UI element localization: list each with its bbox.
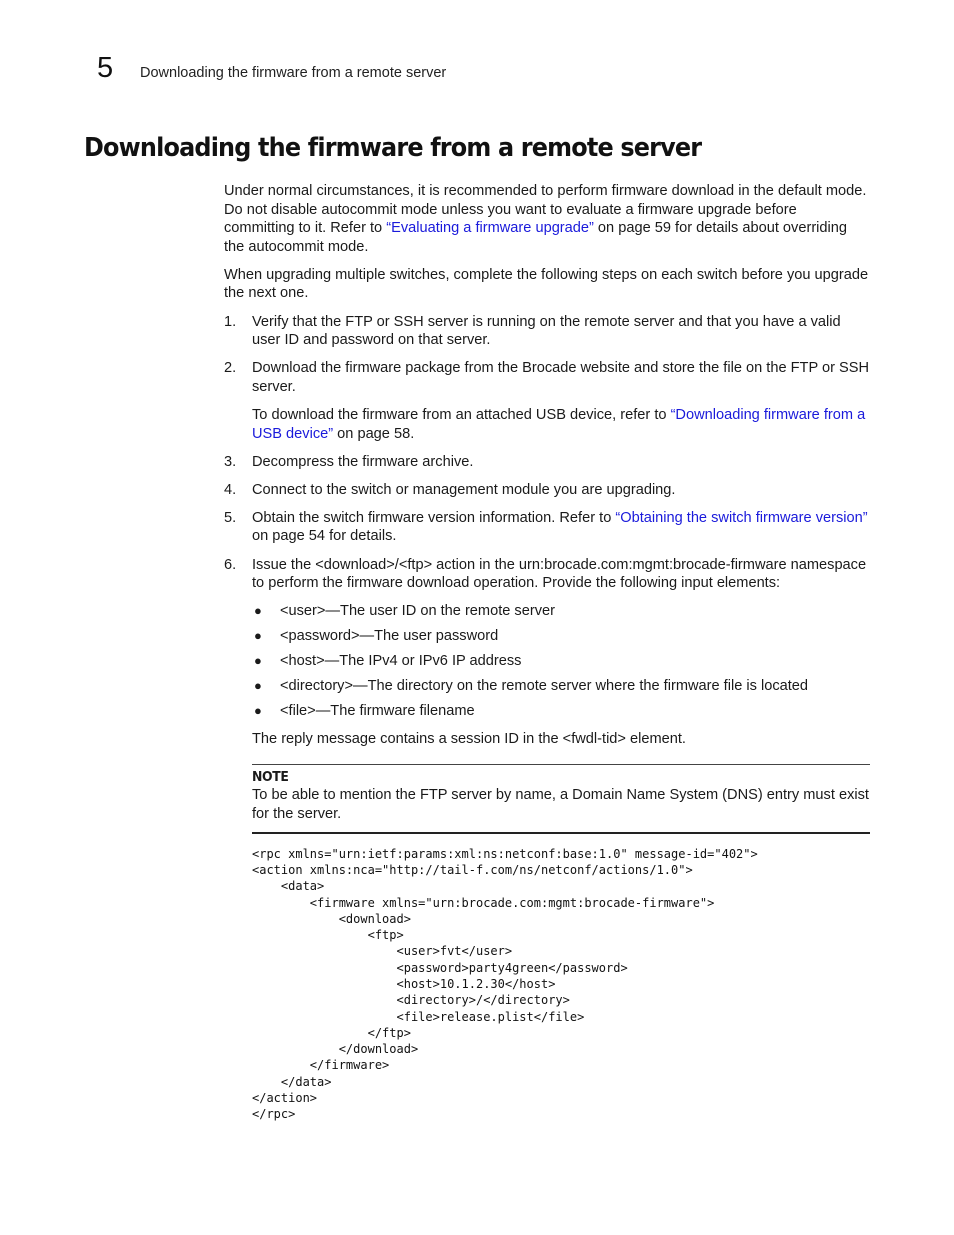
step-number: 5.: [224, 509, 237, 526]
bullet-icon: ●: [254, 628, 262, 644]
step-text: Connect to the switch or management module you are upgrading.: [252, 481, 676, 498]
intro-paragraph-2: When upgrading multiple switches, complete the following steps on each switch before you upgrade the next one.: [224, 266, 869, 302]
link-evaluating-firmware-upgrade[interactable]: “Evaluating a firmware upgrade”: [386, 220, 594, 237]
step-text: Decompress the firmware archive.: [252, 453, 474, 470]
note-text: To be able to mention the FTP server by name, a Domain Name System (DNS) entry must exist for the server.: [252, 787, 869, 823]
bullet-icon: ●: [254, 603, 262, 619]
bullet-icon: ●: [254, 677, 262, 693]
code-example: <rpc xmlns="urn:ietf:params:xml:ns:netconf:base:1.0" message-id="402"> <action xmlns:nca="http://tail-f.com/ns/netconf/actions/1.0"> <data> <firmware xmlns="urn:brocade.com:mgmt:brocade-firmware"> <download> <ftp> <user>fvt</user> <password>party4green</password> <host>10.1.2.30</host> <directory>/</directory> <file>release.plist</file> </ftp> </download> </firmware> </data> </action> </rpc>: [252, 846, 758, 1122]
input-elements-list: [252, 602, 870, 720]
list-item: ● <file>—The firmware filename: [254, 702, 475, 719]
intro-paragraph-1: Under normal circumstances, it is recommended to perform firmware download in the default mode. Do not disable autocommit mode unless you want to evaluate a firmware upgrade before committing to it. Refer to “Evaluating a firmware upgrade” on page 59 for details about overriding the autocommit mode.: [224, 183, 867, 255]
note-label: NOTE: [252, 769, 289, 786]
step-2: [224, 359, 870, 396]
section-title: Downloading the firmware from a remote server: [84, 133, 702, 163]
step-1: [224, 313, 870, 350]
section-body: [224, 182, 870, 1123]
step-number: 1.: [224, 313, 237, 330]
bullet-icon: ●: [254, 702, 262, 718]
running-header: Downloading the firmware from a remote server: [140, 65, 447, 81]
reply-message-paragraph: The reply message contains a session ID in the <fwdl-tid> element.: [252, 730, 686, 747]
list-item: ● <user>—The user ID on the remote server: [254, 603, 555, 620]
list-item: ● <host>—The IPv4 or IPv6 IP address: [254, 652, 522, 669]
note-box: [252, 764, 870, 833]
bullet-icon: ●: [254, 652, 262, 668]
step-text: Verify that the FTP or SSH server is running on the remote server and that you have a valid user ID and password on that server.: [252, 313, 841, 349]
list-item: ● <directory>—The directory on the remote server where the firmware file is located: [254, 677, 809, 694]
chapter-number: 5: [97, 52, 114, 84]
step-text: Issue the <download>/<ftp> action in the urn:brocade.com:mgmt:brocade-firmware namespace to perform the firmware download operation. Provide the following input elements:: [252, 556, 867, 592]
list-item: ● <password>—The user password: [254, 628, 499, 645]
step-text: Download the firmware package from the Brocade website and store the file on the FTP or SSH server.: [252, 360, 870, 395]
step-number: 2.: [224, 360, 237, 377]
link-downloading-firmware-usb[interactable]: “Downloading firmware from a USB device”: [252, 406, 866, 442]
step-6: [224, 556, 870, 593]
step-number: 6.: [224, 556, 237, 573]
step-number: 3.: [224, 453, 237, 470]
step-2-subparagraph: To download the firmware from an attached USB device, refer to “Downloading firmware from a USB device” on page 58.: [252, 406, 866, 442]
link-obtaining-switch-firmware-version[interactable]: “Obtaining the switch firmware version”: [615, 509, 868, 526]
step-3: [224, 453, 870, 472]
step-5: 5. Obtain the switch firmware version information. Refer to “Obtaining the switch firmware version” on page 54 for details.: [224, 509, 868, 545]
step-4: [224, 481, 870, 500]
step-number: 4.: [224, 481, 237, 498]
